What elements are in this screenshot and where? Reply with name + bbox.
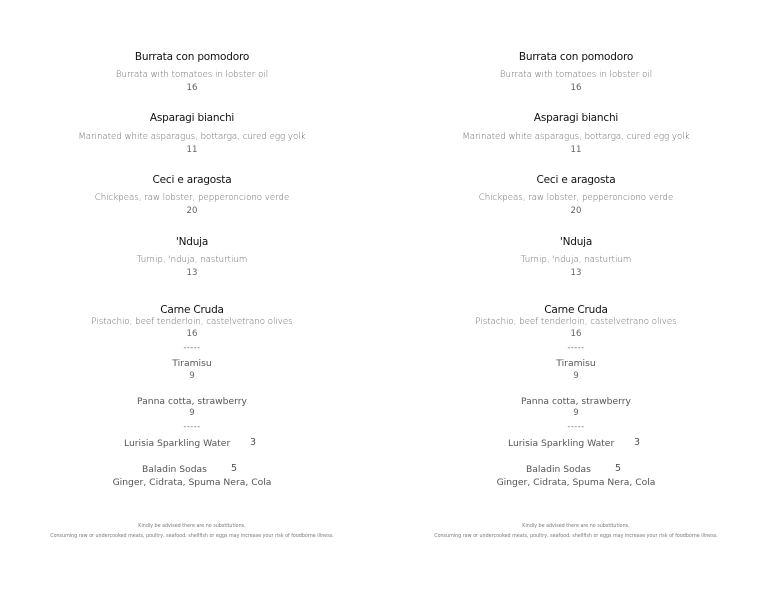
notice-text: Kindly be advised there are no substitutions. (522, 524, 630, 529)
dessert-name: Tiramisu (172, 358, 212, 369)
drink-name: Lurisia Sparkling Water (508, 438, 615, 449)
dish-price: 11 (186, 145, 198, 155)
dessert-price: 9 (189, 408, 195, 418)
dish-price: 13 (186, 268, 198, 278)
notice-text: Consuming raw or undercooked meats, poultry, seafood, shellfish or eggs may increase your risk of foodborne illness. (50, 534, 334, 539)
dish-name: Burrata con pomodoro (518, 51, 634, 63)
dish-name: Ceci e aragosta (536, 174, 616, 186)
drink-name: Baladin Sodas (142, 464, 207, 475)
dish-name: Burrata con pomodoro (134, 51, 250, 63)
dessert-name: Tiramisu (556, 358, 596, 369)
dish-price: 13 (570, 268, 582, 278)
dish-description: Burrata with tomatoes in lobster oil (499, 70, 653, 80)
dessert-price: 9 (573, 371, 579, 381)
dish-name: 'Nduja (559, 236, 593, 248)
drink-varieties: Ginger, Cidrata, Spuma Nera, Cola (496, 477, 656, 488)
dish-price: 16 (570, 83, 582, 93)
dish-description: Burrata with tomatoes in lobster oil (115, 70, 269, 80)
dish-price: 16 (570, 329, 582, 339)
dish-description: Marinated white asparagus, bottarga, cured egg yolk (78, 132, 306, 142)
dessert-price: 9 (573, 408, 579, 418)
dessert-name: Panna cotta, strawberry (521, 396, 631, 407)
section-separator: ----- (183, 421, 201, 431)
notice-text: Kindly be advised there are no substitutions. (138, 524, 246, 529)
dish-description: Chickpeas, raw lobster, pepperonciono verde (478, 193, 674, 203)
drink-price: 5 (615, 463, 622, 474)
drink-varieties: Ginger, Cidrata, Spuma Nera, Cola (112, 477, 272, 488)
notice-text: Consuming raw or undercooked meats, poultry, seafood, shellfish or eggs may increase your risk of foodborne illness. (434, 534, 718, 539)
dessert-name: Panna cotta, strawberry (137, 396, 247, 407)
dish-name: Ceci e aragosta (152, 174, 232, 186)
dessert-price: 9 (189, 371, 195, 381)
dish-name: Asparagi bianchi (533, 112, 619, 124)
section-separator: ----- (567, 421, 585, 431)
dish-description: Pistachio, beef tenderloin, castelvetrano olives (475, 317, 677, 327)
dish-description: Marinated white asparagus, bottarga, cured egg yolk (462, 132, 690, 142)
drink-price: 5 (231, 463, 238, 474)
drink-price: 3 (250, 437, 257, 448)
dish-price: 16 (186, 83, 198, 93)
dish-description: Chickpeas, raw lobster, pepperonciono verde (94, 193, 290, 203)
menu-page-right (384, 0, 768, 594)
section-separator: ----- (183, 342, 201, 352)
dish-description: Turnip, 'nduja, nasturtium (136, 255, 248, 265)
section-separator: ----- (567, 342, 585, 352)
drink-price: 3 (634, 437, 641, 448)
dish-description: Pistachio, beef tenderloin, castelvetrano olives (91, 317, 293, 327)
dish-price: 16 (186, 329, 198, 339)
dish-description: Turnip, 'nduja, nasturtium (520, 255, 632, 265)
dish-name: 'Nduja (175, 236, 209, 248)
dish-price: 20 (186, 206, 198, 216)
dish-price: 11 (570, 145, 582, 155)
dish-name: Carne Cruda (160, 304, 224, 316)
dish-name: Carne Cruda (544, 304, 608, 316)
drink-name: Baladin Sodas (526, 464, 591, 475)
dish-price: 20 (570, 206, 582, 216)
dish-name: Asparagi bianchi (149, 112, 235, 124)
drink-name: Lurisia Sparkling Water (124, 438, 231, 449)
